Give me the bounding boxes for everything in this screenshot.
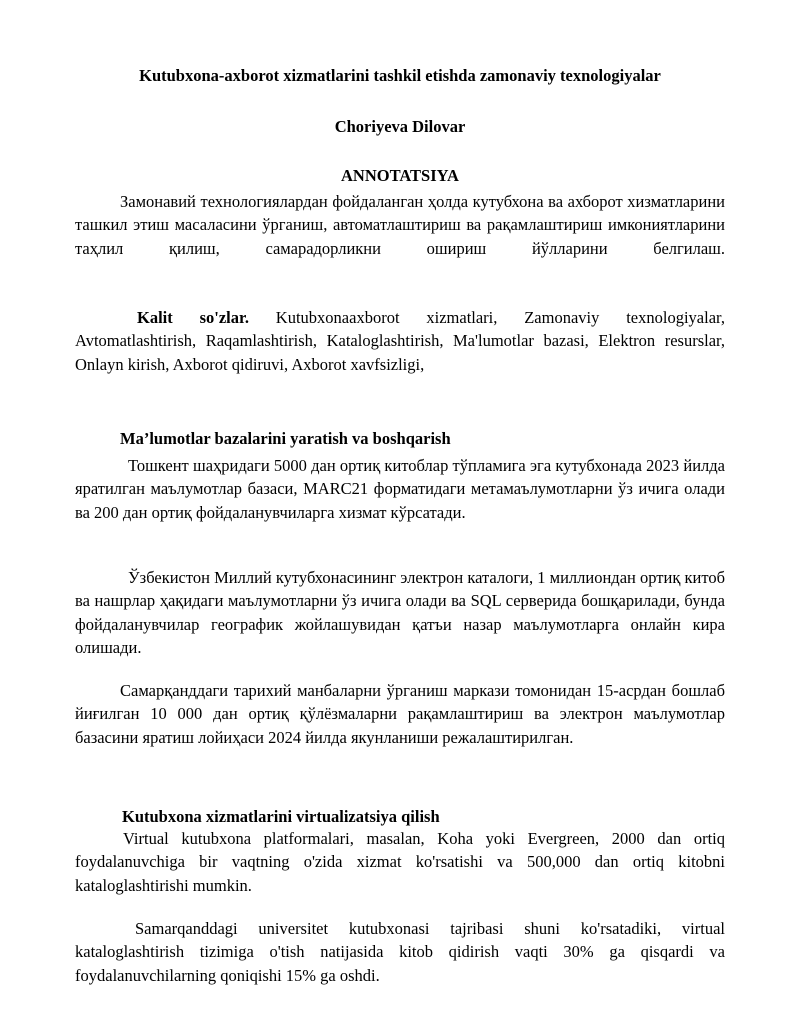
section1-heading: Ma’lumotlar bazalarini yaratish va boshqarish	[120, 429, 451, 448]
section2-paragraph-2: Samarqanddagi universitet kutubxonasi tajribasi shuni ko'rsatadiki, virtual kataloglashtirish tizimiga o'tish natijasida kitob qidirish vaqti 30% ga qisqardi va foydalanuvchilarning qoniqishi 15% ga oshdi.	[75, 919, 725, 985]
section1-paragraph-1: Тошкент шаҳридаги 5000 дан ортиқ китоблар тўпламига эга кутубхонада 2023 йилда яратилган маълумотлар базаси, MARC21 форматидаги метамаълумотларни ўз ичига олади ва 200 дан ортиқ фойдаланувчиларга хизмат кўрсатади.	[75, 456, 725, 522]
annotation-text: Замонавий технологиялардан фойдаланган ҳолда кутубхона ва ахборот хизматларини ташкил этиш масаласини ўрганиш, автоматлаштириш ва рақамлаштириш имкониятларини таҳлил қилиш, самарадорликни ошириш йўлларини белгилаш.	[75, 192, 725, 258]
section2-heading: Kutubxona xizmatlarini virtualizatsiya qilish	[122, 807, 440, 826]
keywords-label: Kalit so'zlar.	[137, 308, 249, 327]
section1-paragraph-2: Ўзбекистон Миллий кутубхонасининг электрон каталоги, 1 миллиондан ортиқ китоб ва нашрлар ҳақидаги маълумотларни ўз ичига олади ва SQL серверида бошқарилади, бунда фойдаланувчилар географик жойлашувидан қатъи назар маълумотларга онлайн кира олишади.	[75, 568, 725, 657]
document-title: Kutubxona-axborot xizmatlarini tashkil etishda zamonaviy texnologiyalar	[139, 66, 661, 85]
section2-paragraph-1: Virtual kutubxona platformalari, masalan, Koha yoki Evergreen, 2000 dan ortiq foydalanuvchiga bir vaqtning o'zida xizmat ko'rsatishi va 500,000 dan ortiq kitobni kataloglashtirishi mumkin.	[75, 829, 725, 895]
section1-paragraph-3: Самарқанддаги тарихий манбаларни ўрганиш маркази томонидан 15-асрдан бошлаб йиғилган 10 000 дан ортиқ қўлёзмаларни рақамлаштириш ва электрон маълумотлар базасини яратиш лойиҳаси 2024 йилда якунланиши режалаштирилган.	[75, 681, 725, 747]
keywords-text: Kutubxonaaxborot xizmatlari, Zamonaviy texnologiyalar, Avtomatlashtirish, Raqamlashtirish, Kataloglashtirish, Ma'lumotlar bazasi, Elektron resurslar, Onlayn kirish, Axborot qidiruvi, Axborot xavfsizligi,	[75, 308, 725, 374]
annotation-heading: ANNOTATSIYA	[341, 166, 459, 185]
keywords-paragraph	[75, 306, 725, 376]
author-name: Choriyeva Dilovar	[334, 117, 466, 136]
